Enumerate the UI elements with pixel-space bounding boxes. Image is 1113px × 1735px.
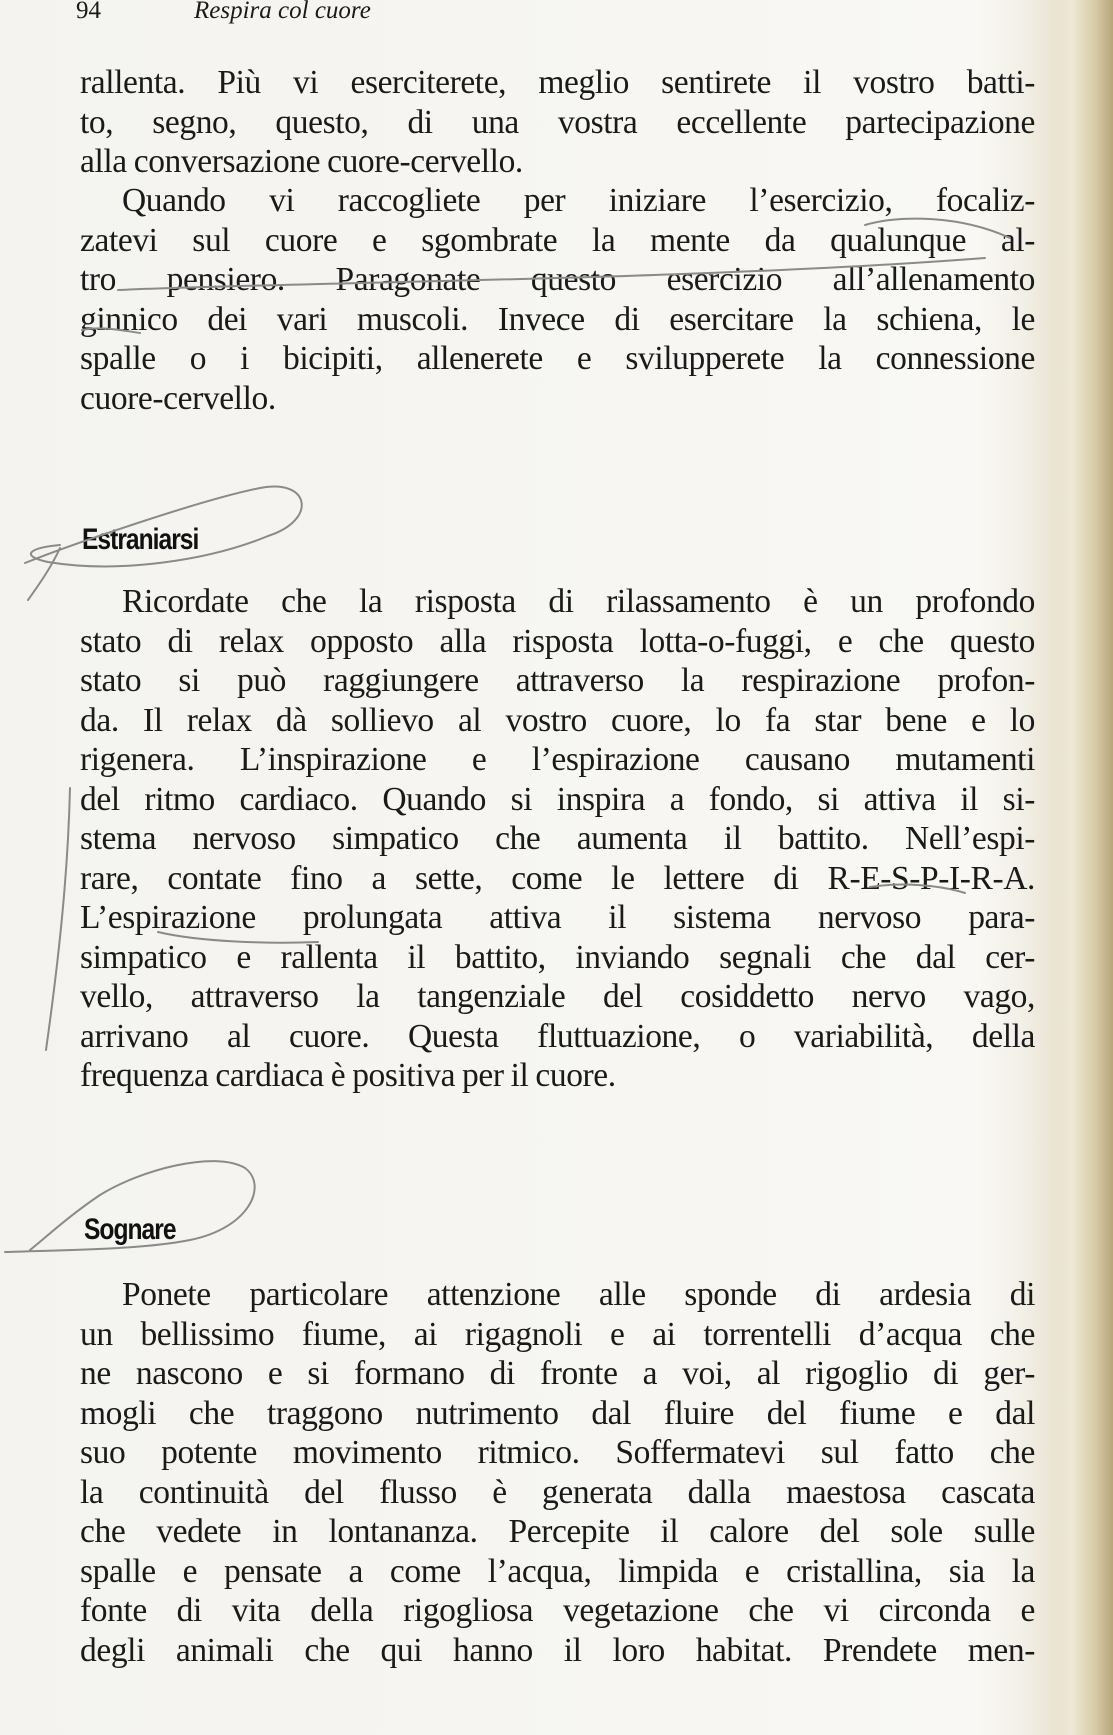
text-line: stema nervoso simpatico che aumenta il battito. Nell’espi-	[80, 820, 1035, 857]
text-line: arrivano al cuore. Questa fluttuazione, o variabilità, della	[80, 1017, 1035, 1055]
pencil-margin-line	[46, 788, 70, 1050]
text-line: ne nascono e si formano di fronte a voi, al rigoglio di ger-	[80, 1355, 1035, 1392]
text-line: zatevi sul cuore e sgombrate la mente da qualunque al-	[80, 221, 1035, 259]
text-line: suo potente movimento ritmico. Soffermatevi sul fatto che	[80, 1434, 1035, 1471]
text-line: rallenta. Più vi eserciterete, meglio sentirete il vostro batti-	[80, 64, 1035, 101]
section-estraniarsi-body	[80, 582, 1035, 1096]
page-edge-shadow	[1053, 0, 1113, 1735]
page-number: 94	[76, 0, 101, 24]
running-head	[76, 0, 371, 26]
text-line: vello, attraverso la tangenziale del cosiddetto nervo vago,	[80, 978, 1035, 1015]
text-line: del ritmo cardiaco. Quando si inspira a fondo, si attiva il si-	[80, 780, 1035, 818]
paragraph-2	[80, 181, 1035, 418]
text-line: stato si può raggiungere attraverso la respirazione profon-	[80, 662, 1035, 699]
section-sognare-body	[80, 1275, 1035, 1670]
text-line: cuore-cervello.	[80, 379, 276, 417]
text-line: L’espirazione prolungata attiva il sistema nervoso para-	[80, 899, 1035, 936]
book-title: Respira col cuore	[194, 0, 371, 24]
text-line: ginnico dei vari muscoli. Invece di esercitare la schiena, le	[80, 300, 1035, 338]
text-line: spalle e pensate a come l’acqua, limpida e cristallina, sia la	[80, 1552, 1035, 1590]
text-line: frequenza cardiaca è positiva per il cuore.	[80, 1057, 616, 1094]
text-line: spalle o i bicipiti, allenerete e svilupperete la connessione	[80, 340, 1035, 377]
text-line: che vedete in lontananza. Percepite il calore del sole sulle	[80, 1513, 1035, 1550]
section-heading-estraniarsi: Estraniarsi	[82, 523, 199, 556]
text-line: fonte di vita della rigogliosa vegetazione che vi circonda e	[80, 1592, 1035, 1629]
text-line: la continuità del flusso è generata dalla maestosa cascata	[80, 1473, 1035, 1511]
text-line: alla conversazione cuore-cervello.	[80, 143, 523, 180]
text-line: rare, contate fino a sette, come le lettere di R-E-S-P-I-R-A.	[80, 859, 1035, 897]
text-line: da. Il relax dà sollievo al vostro cuore, lo fa star bene e lo	[80, 701, 1035, 739]
section-heading-sognare: Sognare	[84, 1213, 176, 1246]
text-line: Ricordate che la risposta di rilassamento è un profondo	[122, 583, 1035, 620]
text-line: tro pensiero. Paragonate questo esercizio all’allenamento	[80, 261, 1035, 298]
text-line: mogli che traggono nutrimento dal fluire del fiume e dal	[80, 1394, 1035, 1432]
text-line: un bellissimo fiume, ai rigagnoli e ai torrentelli d’acqua che	[80, 1315, 1035, 1353]
text-line: rigenera. L’inspirazione e l’espirazione causano mutamenti	[80, 741, 1035, 778]
text-line: simpatico e rallenta il battito, inviando segnali che dal cer-	[80, 938, 1035, 976]
text-line: to, segno, questo, di una vostra eccellente partecipazione	[80, 103, 1035, 141]
paragraph-1	[80, 63, 1035, 182]
text-line: Ponete particolare attenzione alle sponde di ardesia di	[122, 1276, 1035, 1313]
pencil-stroke-estraniarsi	[28, 548, 60, 600]
text-line: Quando vi raccogliete per iniziare l’esercizio, focaliz-	[122, 182, 1035, 219]
text-line: degli animali che qui hanno il loro habitat. Prendete men-	[80, 1631, 1035, 1669]
text-line: stato di relax opposto alla risposta lotta-o-fuggi, e che questo	[80, 622, 1035, 660]
